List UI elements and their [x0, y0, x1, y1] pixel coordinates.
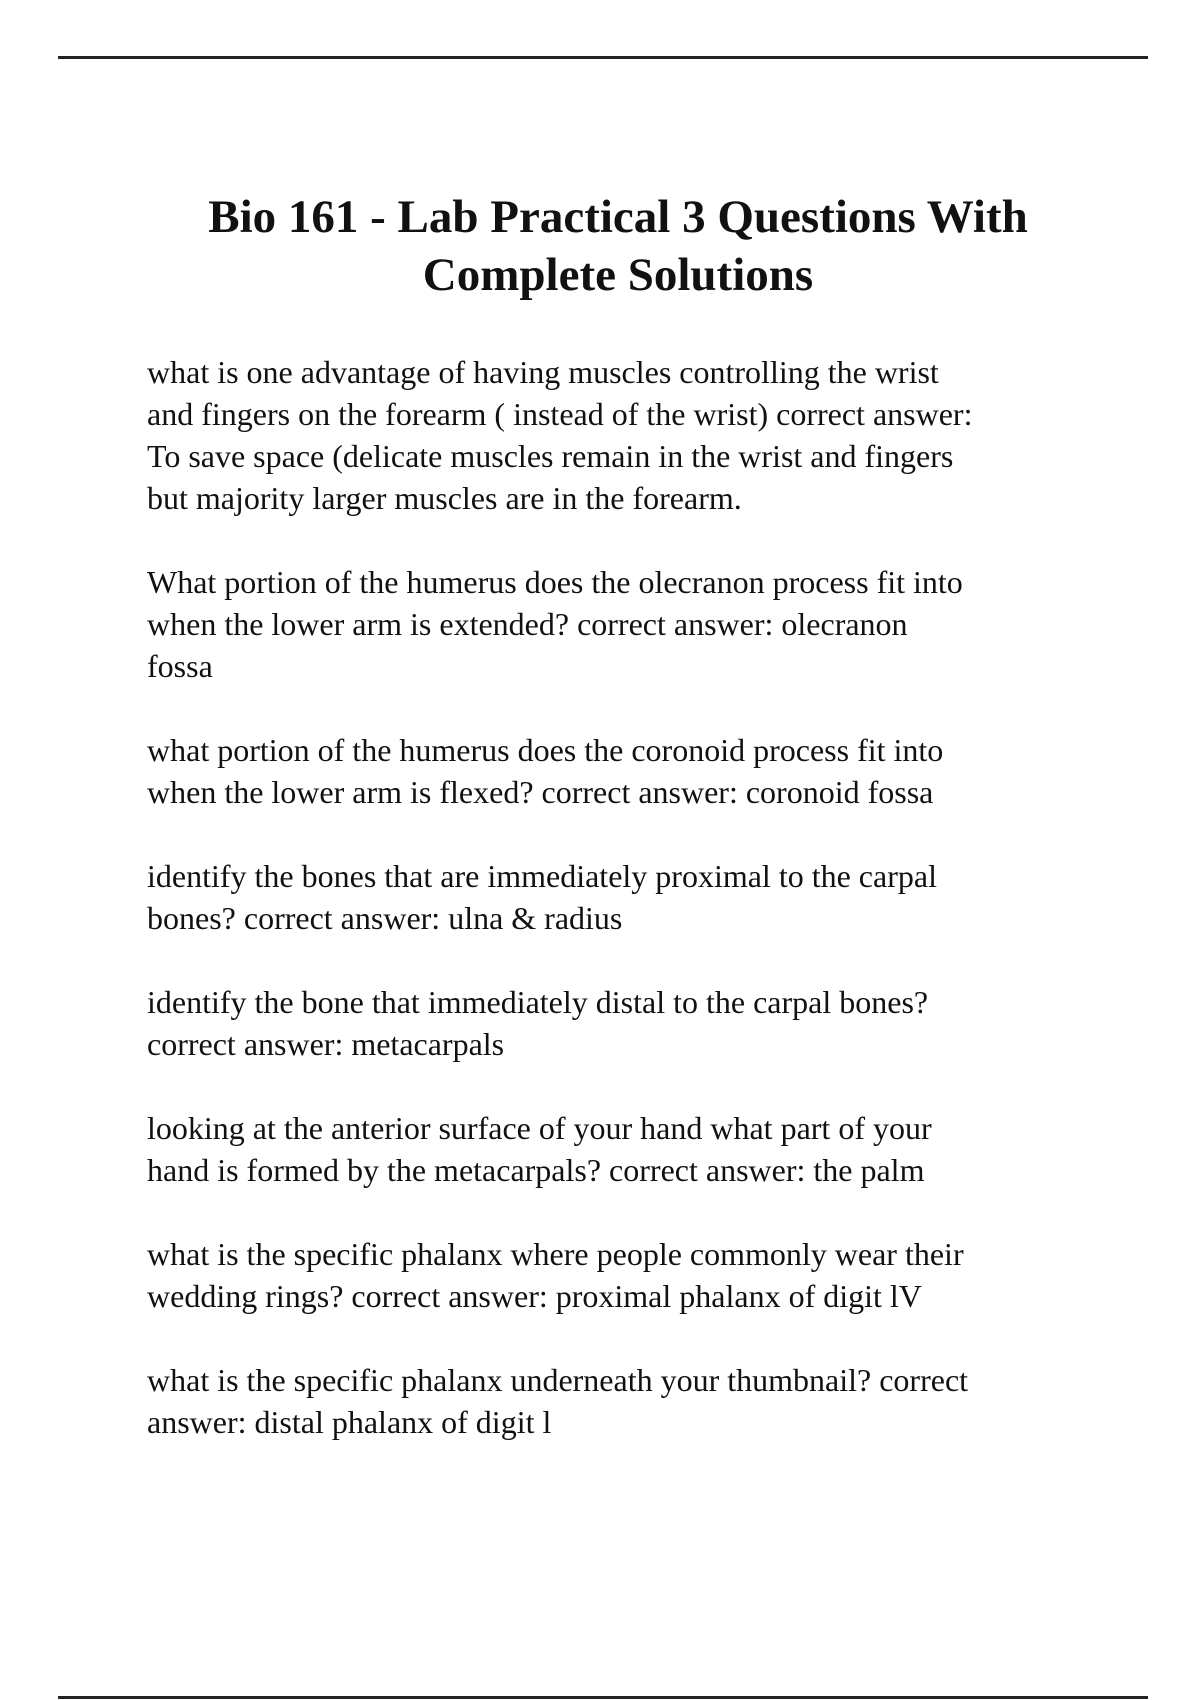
text-line: when the lower arm is extended? correct answer: olecranon	[147, 606, 908, 642]
text-line: what is one advantage of having muscles controlling the wrist	[147, 354, 939, 390]
text-line: what portion of the humerus does the coronoid process fit into	[147, 732, 944, 768]
question-answer-item	[147, 1359, 1147, 1443]
question-answer-item	[147, 981, 1147, 1065]
question-answer-item	[147, 1233, 1147, 1317]
text-line: correct answer: metacarpals	[147, 1026, 505, 1062]
title-line: Bio 161 - Lab Practical 3 Questions With	[208, 191, 1028, 243]
footer-rule	[58, 1696, 1148, 1699]
text-line: but majority larger muscles are in the forearm.	[147, 480, 742, 516]
text-line: answer: distal phalanx of digit l	[147, 1404, 552, 1440]
question-answer-item	[147, 561, 1147, 687]
text-line: identify the bones that are immediately proximal to the carpal	[147, 858, 937, 894]
text-line: identify the bone that immediately distal to the carpal bones?	[147, 984, 929, 1020]
text-line: looking at the anterior surface of your hand what part of your	[147, 1110, 932, 1146]
text-line: fossa	[147, 648, 213, 684]
header-rule	[58, 56, 1148, 59]
question-answer-item	[147, 855, 1147, 939]
text-line: wedding rings? correct answer: proximal phalanx of digit lV	[147, 1278, 922, 1314]
text-line: what is the specific phalanx where people commonly wear their	[147, 1236, 964, 1272]
title-line: Complete Solutions	[422, 249, 814, 301]
text-line: bones? correct answer: ulna & radius	[147, 900, 623, 936]
text-line: hand is formed by the metacarpals? correct answer: the palm	[147, 1152, 925, 1188]
question-answer-item	[147, 351, 1147, 519]
text-line: To save space (delicate muscles remain in the wrist and fingers	[147, 438, 954, 474]
question-answer-item	[147, 1107, 1147, 1191]
text-line: when the lower arm is flexed? correct answer: coronoid fossa	[147, 774, 934, 810]
text-line: what is the specific phalanx underneath your thumbnail? correct	[147, 1362, 969, 1398]
question-answer-item	[147, 729, 1147, 813]
page-title	[0, 188, 1200, 304]
question-list	[147, 351, 1147, 1485]
text-line: What portion of the humerus does the olecranon process fit into	[147, 564, 963, 600]
text-line: and fingers on the forearm ( instead of the wrist) correct answer:	[147, 396, 973, 432]
